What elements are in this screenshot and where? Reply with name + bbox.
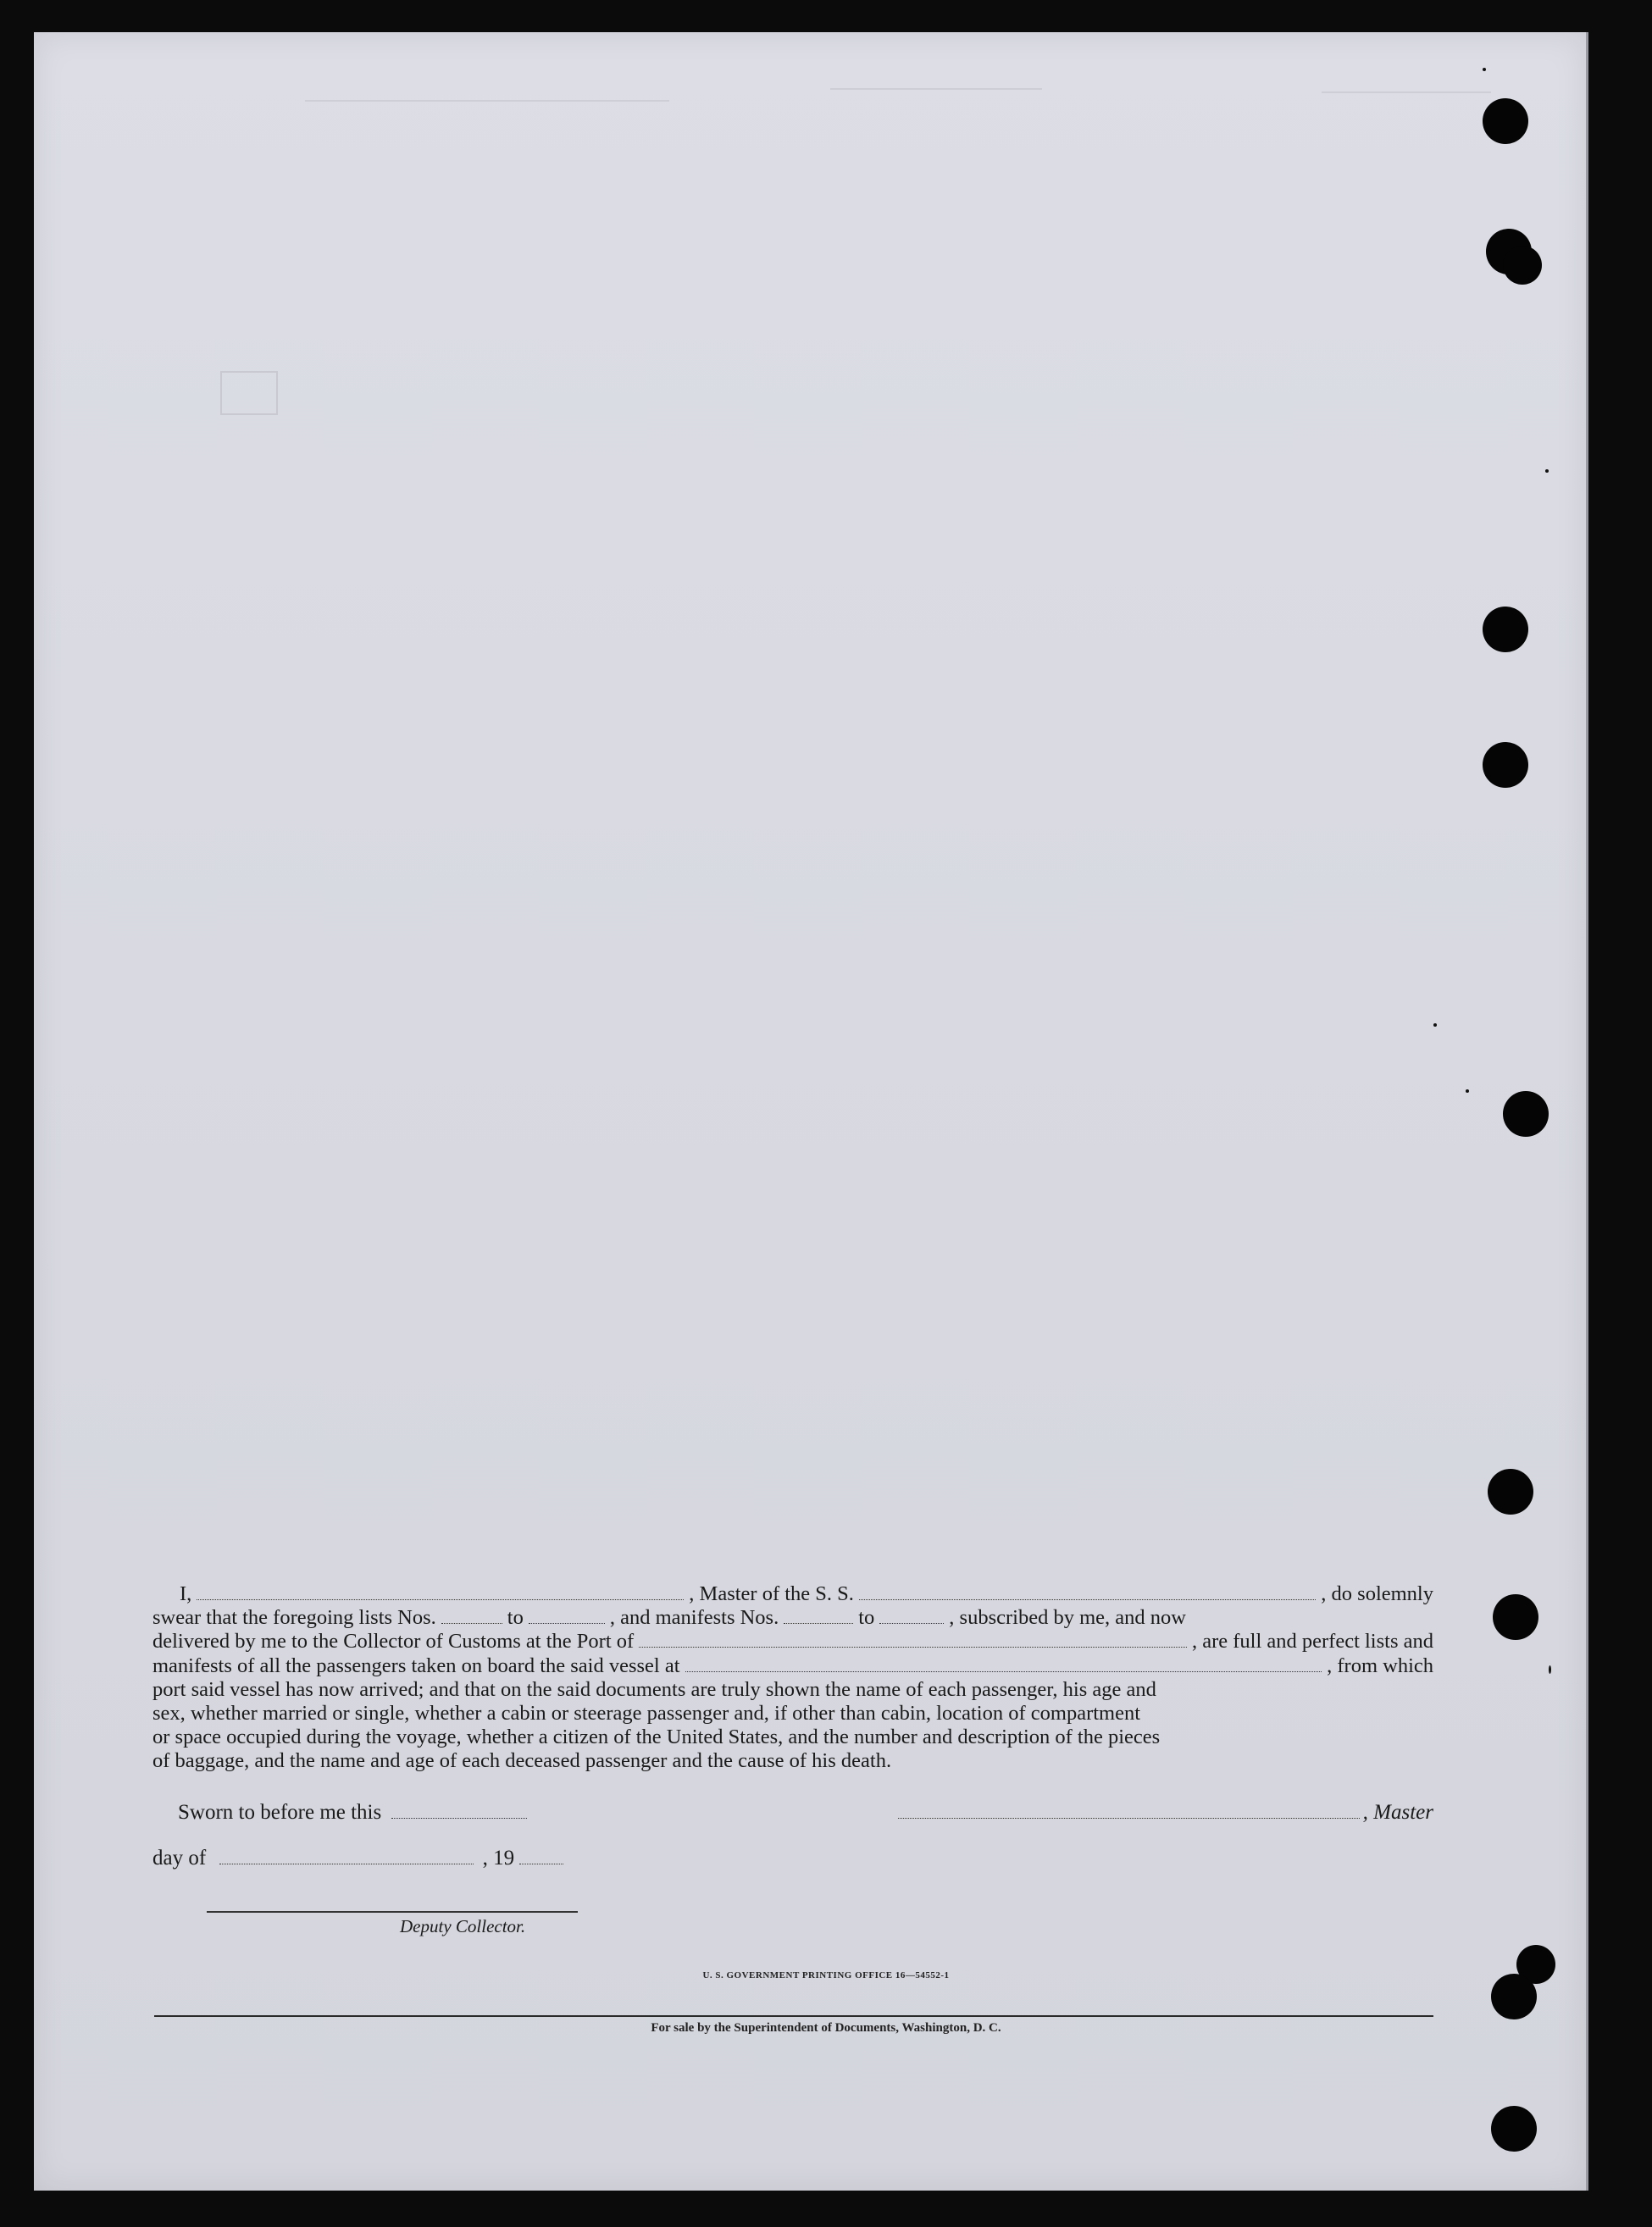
for-sale-note: For sale by the Superintendent of Documents, Washington, D. C. [651, 2021, 1001, 2035]
manifests-to-field[interactable] [879, 1622, 944, 1624]
day-of-label: day of [152, 1847, 207, 1870]
binder-hole [1488, 1469, 1533, 1515]
deputy-collector-label: Deputy Collector. [400, 1916, 526, 1936]
oath-text: sex, whether married or single, whether a cabin or steerage passenger and, if other than cabin, location of compartment [152, 1701, 1141, 1725]
master-oath [152, 1582, 1433, 1774]
oath-text: port said vessel has now arrived; and that on the said documents are truly shown the name of each passenger, his age and [152, 1677, 1156, 1701]
footer-rule [154, 2015, 1433, 2017]
oath-text: to [858, 1606, 875, 1630]
ghost-line [305, 100, 669, 102]
ghost-line [1322, 91, 1491, 93]
binder-hole [1491, 2106, 1537, 2152]
lists-to-field[interactable] [529, 1622, 605, 1624]
master-signature-field[interactable] [898, 1817, 1360, 1819]
ghost-line [830, 88, 1042, 90]
lists-from-field[interactable] [441, 1622, 502, 1624]
oath-text: or space occupied during the voyage, whether a citizen of the United States, and the number and description of the pieces [152, 1726, 1161, 1749]
oath-text: , Master of the S. S. [689, 1582, 854, 1605]
binder-hole [1493, 1594, 1538, 1640]
deputy-signature-line[interactable] [207, 1911, 578, 1913]
year-label: , 19 [482, 1847, 515, 1870]
binder-hole [1483, 98, 1528, 144]
month-field[interactable] [219, 1863, 474, 1864]
speck [1433, 1023, 1437, 1027]
oath-text: , from which [1327, 1654, 1433, 1677]
ghost-number [239, 652, 253, 695]
binder-hole [1483, 742, 1528, 788]
ghost-stamp [220, 371, 278, 415]
manifests-from-field[interactable] [784, 1622, 853, 1624]
oath-text: to [507, 1606, 524, 1630]
signature-block [152, 1794, 1433, 1964]
binder-hole [1503, 1091, 1549, 1137]
oath-text: , and manifests Nos. [609, 1606, 779, 1630]
master-label: , Master [1362, 1801, 1433, 1824]
departure-port-field[interactable] [685, 1670, 1322, 1672]
master-name-field[interactable] [197, 1598, 684, 1600]
oath-text: delivered by me to the Collector of Customs at the Port of [152, 1630, 635, 1654]
oath-text: I, [180, 1582, 192, 1605]
binder-hole [1483, 607, 1528, 652]
oath-text: manifests of all the passengers taken on board the said vessel at [152, 1654, 680, 1677]
page-edge [1586, 32, 1588, 2191]
binder-hole [1503, 246, 1542, 285]
port-field[interactable] [639, 1646, 1187, 1648]
printer-imprint: U. S. GOVERNMENT PRINTING OFFICE 16—54552-1 [702, 1970, 950, 1980]
year-field[interactable] [519, 1863, 563, 1864]
oath-text: swear that the foregoing lists Nos. [152, 1606, 436, 1630]
oath-text: of baggage, and the name and age of each deceased passenger and the cause of his death. [152, 1749, 892, 1773]
speck [1549, 1665, 1551, 1674]
sworn-label: Sworn to before me this [178, 1801, 382, 1824]
oath-text: , do solemnly [1321, 1582, 1433, 1605]
binder-hole [1491, 1974, 1537, 2019]
oath-text: , subscribed by me, and now [949, 1606, 1186, 1630]
speck [1466, 1089, 1469, 1093]
oath-text: , are full and perfect lists and [1191, 1630, 1433, 1654]
speck [1545, 469, 1549, 473]
ship-name-field[interactable] [859, 1598, 1316, 1600]
speck [1483, 68, 1486, 71]
sworn-date-field[interactable] [391, 1817, 527, 1819]
